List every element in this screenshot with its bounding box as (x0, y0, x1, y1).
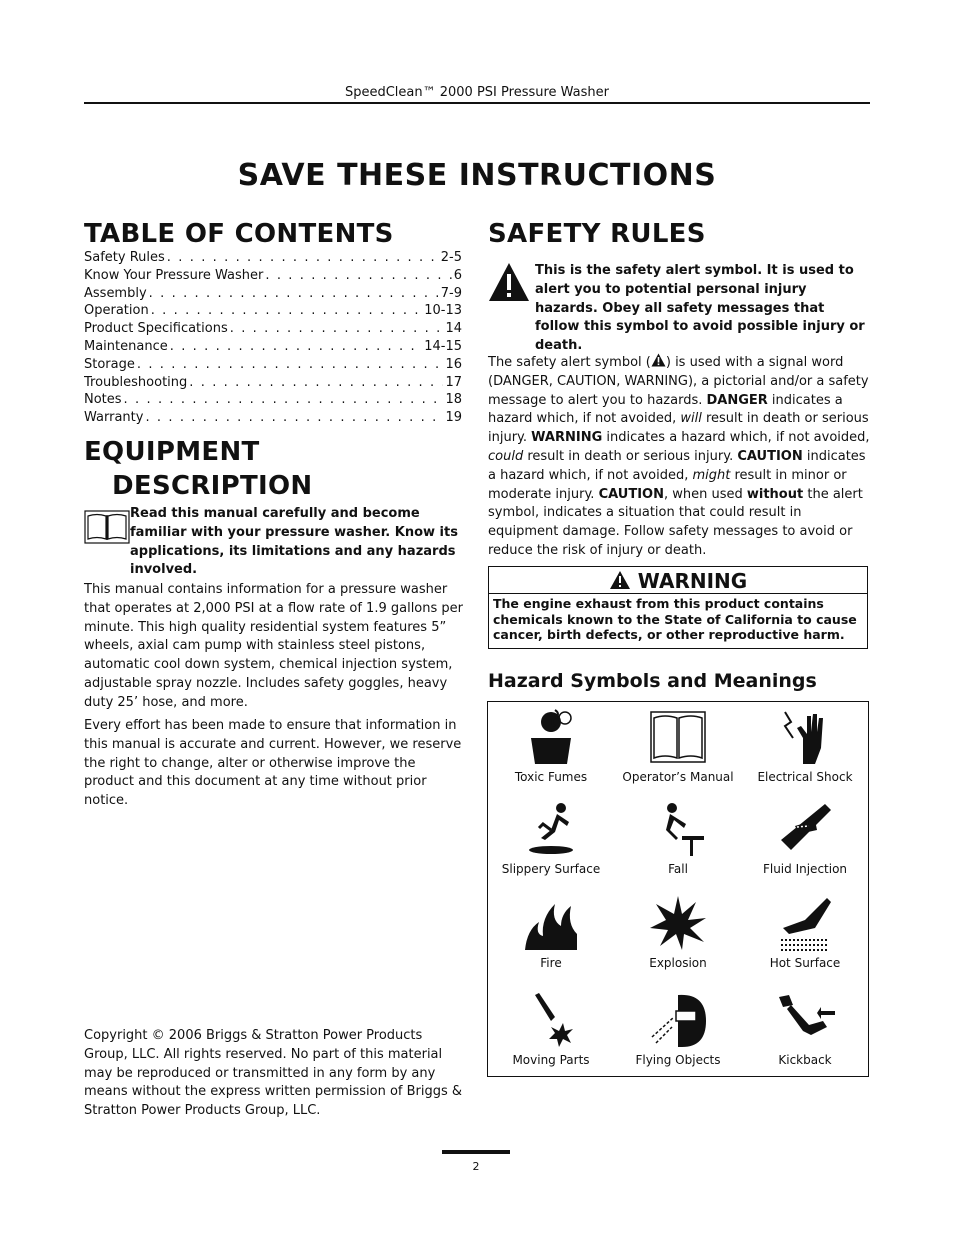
hazard-fall: Fall (615, 800, 741, 876)
hazard-fluid-injection: Fluid Injection (742, 800, 868, 876)
toc-leader-dots (230, 321, 444, 336)
toc-entry-page: 2-5 (440, 250, 462, 265)
table-of-contents (84, 250, 462, 428)
hot-surface-icon (775, 894, 835, 952)
operators-manual-icon (648, 708, 708, 766)
manual-note: Read this manual carefully and become familiar with your pressure washer. Know its applications, its limitations and any hazards involved. (130, 506, 458, 578)
moving-parts-icon (521, 991, 581, 1049)
toc-entry-label: Troubleshooting (84, 374, 188, 390)
toc-leader-dots (137, 357, 444, 372)
fire-icon (521, 894, 581, 952)
operators-manual-icon (84, 510, 130, 544)
warning-alert-icon (609, 570, 631, 590)
toc-leader-dots (151, 303, 423, 318)
toc-leader-dots (149, 286, 439, 301)
toc-entry-page: 14-15 (424, 338, 462, 354)
main-title: SAVE THESE INSTRUCTIONS (237, 158, 717, 193)
toc-leader-dots (189, 375, 443, 390)
safety-alert-icon (488, 262, 530, 302)
toc-entry (84, 357, 462, 375)
equipment-heading-line1: EQUIPMENT (84, 437, 260, 467)
equipment-heading-line2: DESCRIPTION (112, 471, 313, 501)
toc-leader-dots (265, 268, 451, 283)
toc-entry-page: 7-9 (440, 285, 462, 301)
toc-entry-page: 17 (445, 374, 462, 390)
hazard-fire: Fire (488, 894, 614, 970)
hazard-flying-objects: Flying Objects (615, 991, 741, 1067)
toc-entry-page: 16 (445, 356, 462, 372)
toc-entry (84, 392, 462, 410)
toc-entry (84, 410, 462, 428)
toc-entry-page: 14 (445, 321, 462, 337)
toxic-fumes-icon (521, 708, 581, 766)
toc-entry (84, 375, 462, 393)
equipment-paragraph-1: This manual contains information for a pressure washer that operates at 2,000 PSI at a flow rate of 1.9 gallons per minute. This high quality residential system features 5” wheels, axial cam pump with stainless steel pistons, automatic cool down system, chemical injection system, adjustable spray nozzle. Includes safety goggles, heavy duty 25’ hose, and more. (84, 582, 463, 710)
toc-leader-dots (170, 339, 422, 354)
hazard-electrical-shock: Electrical Shock (742, 708, 868, 784)
toc-entry-label: Notes (84, 392, 122, 408)
toc-entry (84, 321, 462, 339)
hazard-hot-surface: Hot Surface (742, 894, 868, 970)
fall-icon (648, 800, 708, 858)
toc-heading: TABLE OF CONTENTS (84, 219, 394, 249)
hazard-kickback: Kickback (742, 991, 868, 1067)
toc-leader-dots (167, 250, 439, 265)
flying-objects-icon (648, 991, 708, 1049)
header-rule (84, 102, 870, 104)
toc-entry-label: Storage (84, 356, 135, 372)
toc-entry (84, 286, 462, 304)
toc-entry (84, 250, 462, 268)
toc-entry-label: Operation (84, 303, 149, 319)
hazard-moving-parts: Moving Parts (488, 991, 614, 1067)
electrical-shock-icon (775, 708, 835, 766)
copyright-notice: Copyright © 2006 Briggs & Stratton Power Products Group, LLC. All rights reserved. No part of this material may be reproduced or transmitted in any form by any means without the express written permission of Briggs & Stratton Power Products Group, LLC. (84, 1028, 463, 1119)
safety-alert-note: This is the safety alert symbol. It is used to alert you to potential personal injury hazards. Obey all safety messages that follow this symbol to avoid possible injury or death. (535, 263, 865, 354)
toc-leader-dots (124, 392, 444, 407)
signal-word-paragraph: The safety alert symbol ( ) is used with a signal word (DANGER, CAUTION, WARNING), a pictorial and/or a safety message to alert you to hazards. DANGER indicates a hazard which, if not avoided, will result in death or serious injury. WARNING indicates a hazard which, if not avoided, could result in death or serious injury. CAUTION indicates a hazard which, if not avoided, might result in minor or moderate injury. CAUTION, when used without the alert symbol, indicates a situation that could result in equipment damage. Follow safety messages to avoid or reduce the risk of injury or death. (488, 355, 870, 558)
toc-entry (84, 303, 462, 321)
safety-rules-heading: SAFETY RULES (488, 219, 706, 249)
hazard-symbols-grid (487, 701, 869, 1077)
slippery-surface-icon (521, 800, 581, 858)
toc-entry-page: 18 (445, 392, 462, 408)
equipment-paragraph-2: Every effort has been made to ensure that information in this manual is accurate and current. However, we reserve the right to change, alter or otherwise improve the product and this document at any time without prior notice. (84, 718, 462, 809)
hazard-toxic-fumes: Toxic Fumes (488, 708, 614, 784)
toc-entry-label: Safety Rules (84, 250, 165, 265)
toc-entry-label: Know Your Pressure Washer (84, 267, 264, 283)
inline-alert-icon (651, 353, 666, 367)
toc-entry (84, 339, 462, 357)
kickback-icon (775, 991, 835, 1049)
hazard-explosion: Explosion (615, 894, 741, 970)
toc-entry-page: 10-13 (424, 303, 462, 319)
toc-entry-page: 6 (453, 267, 462, 283)
explosion-icon (648, 894, 708, 952)
hazard-symbols-heading: Hazard Symbols and Meanings (488, 670, 817, 692)
toc-entry-label: Assembly (84, 285, 147, 301)
fluid-injection-icon (775, 800, 835, 858)
toc-entry-label: Maintenance (84, 338, 168, 354)
toc-entry (84, 268, 462, 286)
hazard-operators-manual: Operator’s Manual (615, 708, 741, 784)
toc-entry-label: Warranty (84, 410, 144, 426)
warning-box-title: WARNING (489, 567, 867, 594)
footer-rule (442, 1150, 510, 1154)
hazard-slippery-surface: Slippery Surface (488, 800, 614, 876)
page-number: 2 (472, 1160, 480, 1173)
toc-entry-label: Product Specifications (84, 321, 228, 337)
warning-box-text: The engine exhaust from this product contains chemicals known to the State of California to cause cancer, birth defects, or other reproductive harm. (493, 596, 857, 642)
running-header: SpeedClean™ 2000 PSI Pressure Washer (344, 85, 610, 100)
toc-leader-dots (145, 410, 443, 425)
toc-entry-page: 19 (445, 410, 462, 426)
warning-box (488, 566, 868, 649)
